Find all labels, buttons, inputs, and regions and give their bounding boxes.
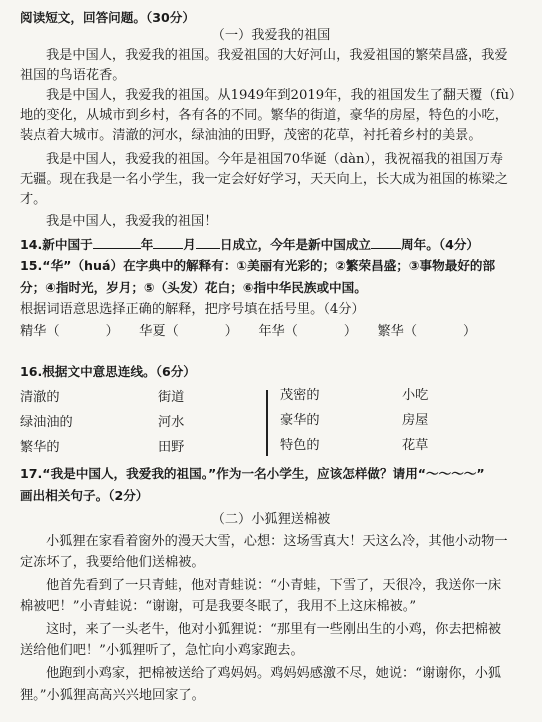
match-right-target[interactable]: 房屋 bbox=[402, 413, 429, 428]
passage2-line: 小狐狸在家看着窗外的漫天大雪，心想：这场雪真大！天这么冷，其他小动物一 bbox=[46, 534, 508, 549]
q15-word-huaxia: 华夏（ bbox=[139, 324, 179, 339]
passage1-line: 地的变化，从城市到乡村，各有各的不同。繁华的街道，豪华的房屋，特色的小吃， bbox=[20, 108, 508, 123]
q14-text-a: 14.新中国于 bbox=[20, 237, 93, 252]
match-left-word[interactable]: 繁华的 bbox=[20, 440, 60, 455]
q15-line3: 根据词语意思选择正确的解释，把序号填在括号里。（4分） bbox=[20, 302, 365, 317]
passage1-title: （一）我爱我的祖国 bbox=[211, 28, 331, 43]
passage2-line: 送给他们吧！”小狐狸听了，急忙向小鸡家跑去。 bbox=[20, 643, 304, 658]
q14-day-blank[interactable] bbox=[196, 234, 220, 249]
passage2-line: 定冻坏了，我要给他们送棉被。 bbox=[20, 555, 205, 570]
question-14 bbox=[20, 234, 528, 255]
match-right-word[interactable]: 特色的 bbox=[280, 438, 320, 453]
passage1-line: 我是中国人，我爱我的祖国。我爱祖国的大好河山，我爱祖国的繁荣昌盛，我爱 bbox=[46, 48, 508, 63]
passage2-line: 他跑到小鸡家，把棉被送给了鸡妈妈。鸡妈妈感激不尽，她说：“谢谢你，小狐 bbox=[46, 666, 502, 681]
match-left-word[interactable]: 绿油油的 bbox=[20, 415, 73, 430]
paren-close: ） bbox=[343, 324, 358, 339]
passage2-line: 他首先看到了一只青蛙，他对青蛙说：“小青蛙，下雪了，天很冷，我送你一床 bbox=[46, 578, 502, 593]
match-left-word[interactable]: 清澈的 bbox=[20, 390, 60, 405]
passage1-line: 才。 bbox=[20, 192, 47, 207]
q15-line2: 分；④指时光，岁月；⑤（头发）花白；⑥指中华民族或中国。 bbox=[20, 280, 367, 295]
q14-year-blank[interactable] bbox=[93, 234, 141, 249]
match-right-target[interactable]: 花草 bbox=[402, 438, 429, 453]
q15-line1: 15.“华”（huá）在字典中的解释有：①美丽有光彩的；②繁荣昌盛；③事物最好的部 bbox=[20, 258, 496, 273]
q14-text-c: 月 bbox=[183, 237, 196, 252]
q16-title: 16.根据文中意思连线。（6分） bbox=[20, 364, 196, 379]
match-right-word[interactable]: 豪华的 bbox=[280, 413, 320, 428]
passage1-line: 无疆。现在我是一名小学生，我一定会好好学习，天天向上，长大成为祖国的栋梁之 bbox=[20, 172, 508, 187]
passage2-line: 这时，来了一头老牛，他对小狐狸说：“那里有一些刚出生的小鸡，你去把棉被 bbox=[46, 622, 502, 637]
q14-text-b: 年 bbox=[140, 237, 154, 252]
q15-word-jinghua: 精华（ bbox=[20, 324, 60, 339]
q14-text-d: 日成立，今年是新中国成立 bbox=[219, 237, 371, 252]
q15-word-fanhua: 繁华（ bbox=[377, 324, 418, 339]
match-left-target[interactable]: 街道 bbox=[158, 390, 185, 405]
match-left-target[interactable]: 河水 bbox=[158, 415, 185, 430]
passage2-line: 狸。”小狐狸高高兴兴地回家了。 bbox=[20, 688, 205, 703]
passage1-line: 装点着大城市。清澈的河水，绿油油的田野，茂密的花草，衬托着乡村的美景。 bbox=[20, 128, 482, 143]
q14-anniversary-blank[interactable] bbox=[371, 234, 401, 249]
paren-close: ） bbox=[224, 324, 238, 339]
q15-word-row bbox=[20, 322, 528, 342]
passage1-line: 我是中国人，我爱我的祖国。今年是祖国70华诞（dàn），我祝福我的祖国万寿 bbox=[46, 152, 503, 167]
match-left-target[interactable]: 田野 bbox=[158, 440, 185, 455]
passage1-line: 祖国的鸟语花香。 bbox=[20, 68, 126, 83]
q14-month-blank[interactable] bbox=[153, 234, 183, 249]
paren-close: ） bbox=[105, 324, 119, 339]
q17-line2: 画出相关句子。（2分） bbox=[20, 488, 149, 503]
match-divider bbox=[266, 390, 268, 456]
passage2-title: （二）小狐狸送棉被 bbox=[211, 512, 331, 527]
passage2-line: 棉被吧！”小青蛙说：“谢谢，可是我要冬眠了，我用不上这床棉被。” bbox=[20, 599, 417, 614]
match-right-word[interactable]: 茂密的 bbox=[280, 388, 320, 403]
passage1-line: 我是中国人，我爱我的祖国。从1949年到2019年，我的祖国发生了翻天覆（fù） bbox=[46, 88, 523, 103]
q17-line1: 17.“我是中国人，我爱我的祖国。”作为一名小学生，应该怎样做？请用“～～～～” bbox=[20, 466, 485, 481]
match-right-target[interactable]: 小吃 bbox=[402, 388, 429, 403]
q14-text-e: 周年。（4分） bbox=[401, 237, 480, 252]
section-instruction: 阅读短文，回答问题。（30分） bbox=[20, 10, 195, 25]
paren-close: ） bbox=[463, 324, 477, 339]
passage1-line: 我是中国人，我爱我的祖国！ bbox=[46, 214, 218, 229]
q15-word-nianhua: 年华（ bbox=[258, 324, 298, 339]
